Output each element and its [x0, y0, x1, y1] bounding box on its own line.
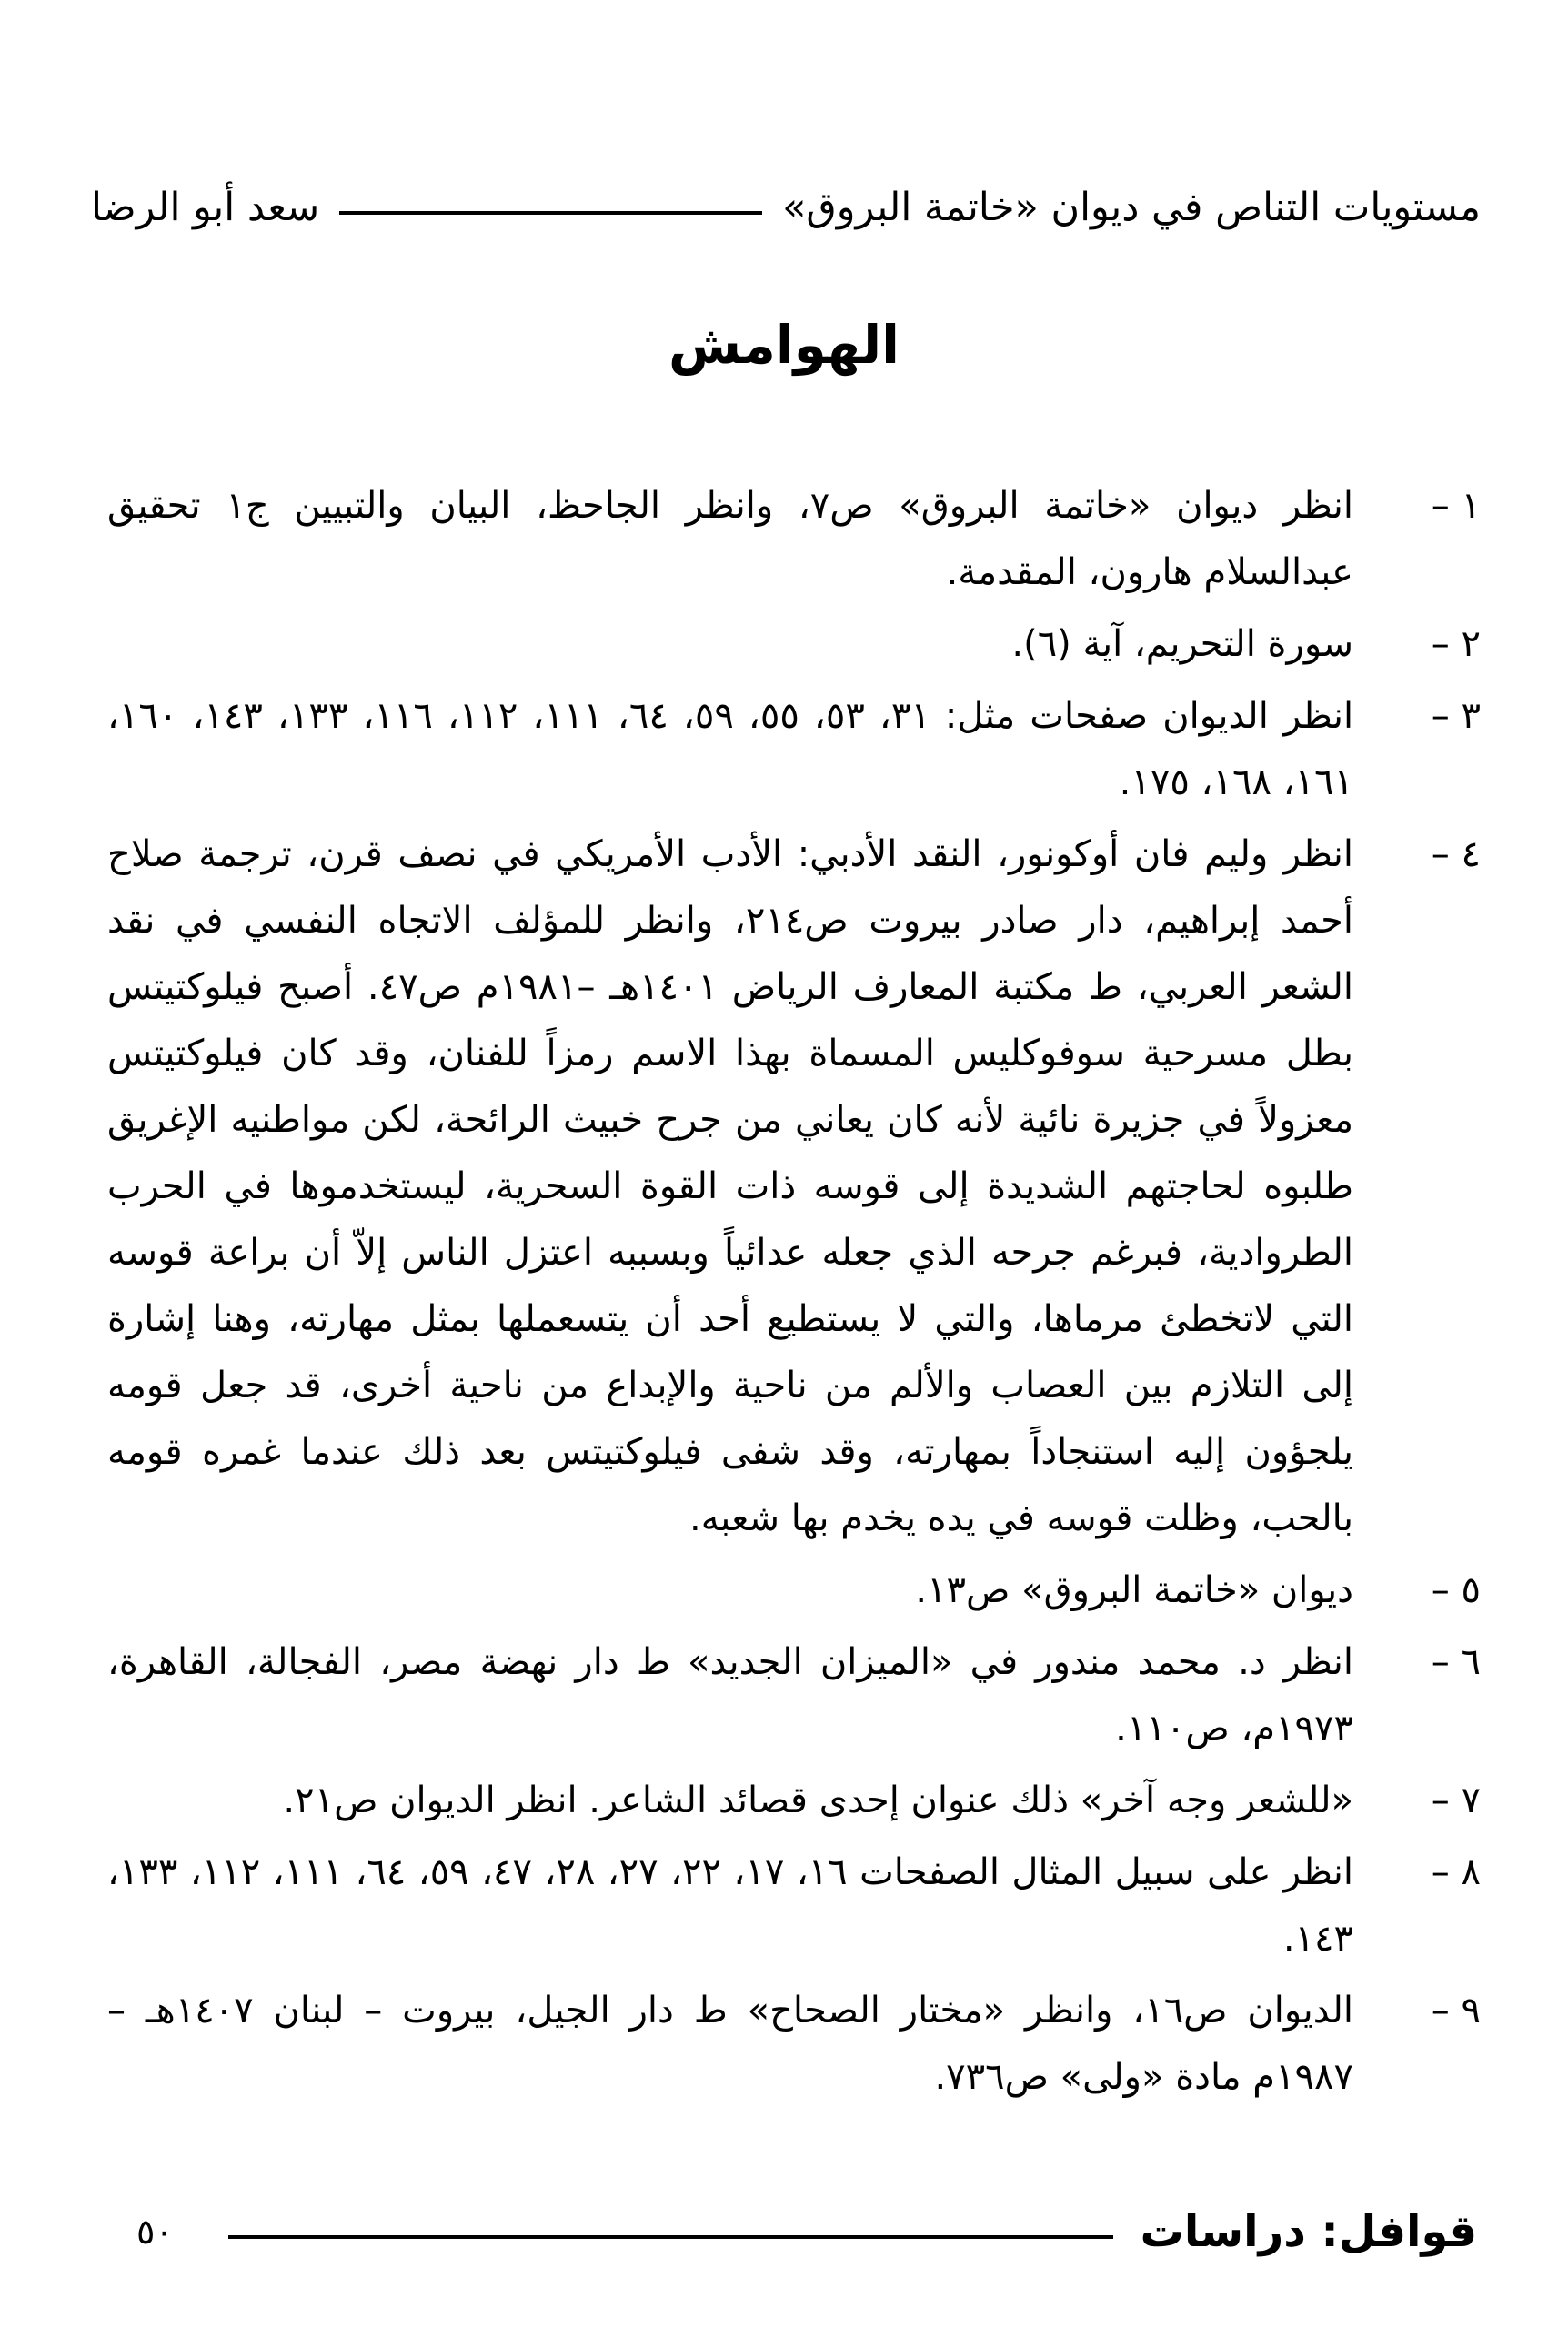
endnote-6 — [107, 1629, 1481, 1762]
endnote-number: ١ – — [1431, 485, 1481, 527]
endnote-text: انظر ديوان «خاتمة البروق» ص٧، وانظر الجاحظ، البيان والتبيين ج١ تحقيق عبدالسلام هارون، المقدمة. — [107, 485, 1353, 593]
endnote-number: ٣ – — [1431, 695, 1481, 737]
page-footer — [136, 2200, 1477, 2263]
page-number: ٥٠ — [136, 2212, 174, 2252]
endnotes-list — [107, 473, 1481, 2116]
endnote-number: ٢ – — [1431, 623, 1481, 665]
endnote-number: ٩ – — [1431, 1990, 1481, 2032]
endnote-text: الديوان ص١٦، وانظر «مختار الصحاح» ط دار الجيل، بيروت – لبنان ١٤٠٧هـ –١٩٨٧م مادة «ولى» ص٧٣٦. — [107, 1990, 1353, 2098]
endnote-5 — [107, 1558, 1481, 1624]
endnote-8 — [107, 1840, 1481, 1972]
endnote-text: انظر د. محمد مندور في «الميزان الجديد» ط دار نهضة مصر، الفجالة، القاهرة، ١٩٧٣م، ص١١٠. — [107, 1641, 1353, 1749]
running-header — [91, 171, 1481, 244]
endnote-text: انظر الديوان صفحات مثل: ٣١، ٥٣، ٥٥، ٥٩، ٦٤، ١١١، ١١٢، ١١٦، ١٣٣، ١٤٣، ١٦٠، ١٦١، ١٦٨، ١٧٥. — [107, 695, 1354, 803]
endnote-text: انظر وليم فان أوكونور، النقد الأدبي: الأدب الأمريكي في نصف قرن، ترجمة صلاح أحمد إبراهيم، دار صادر بيروت ص٢١٤، وانظر للمؤلف الاتجاه النفسي في نقد الشعر العربي، ط مكتبة المعارف الرياض ١٤٠١هـ –١٩٨١م ص٤٧. أصبح فيلوكتيتس بطل مسرحية سوفوكليس المسماة بهذا الاسم رمزاً للفنان، وقد كان فيلوكتيتس معزولاً في جزيرة نائية لأنه كان يعاني من جرح خبيث الرائحة، لكن مواطنيه الإغريق طلبوه لحاجتهم الشديدة إلى قوسه ذات القوة السحرية، ليستخدموها في الحرب الطروادية، فبرغم جرحه الذي جعله عدائياً وبسببه اعتزل الناس إلاّ أن براعة قوسه التي لاتخطئ مرماها، والتي لا يستطيع أحد أن يتسعملها بمثل مهارته، وهنا إشارة إلى التلازم بين العصاب والألم من ناحية والإبداع من ناحية أخرى، قد جعل قومه يلجؤون إليه استنجاداً بمهارته، وقد شفى فيلوكتيتس بعد ذلك عندما غمره قومه بالحب، وظلت قوسه في يده يخدم بها شعبه. — [107, 833, 1354, 1539]
endnote-number: ٤ – — [1431, 833, 1481, 875]
journal-name: قوافل: دراسات — [1140, 2206, 1477, 2257]
article-title: مستويات التناص في ديوان «خاتمة البروق» — [782, 184, 1481, 230]
endnote-text: انظر على سبيل المثال الصفحات ١٦، ١٧، ٢٢، ٢٧، ٢٨، ٤٧، ٥٩، ٦٤، ١١١، ١١٢، ١٣٣، ١٤٣. — [107, 1851, 1354, 1960]
endnote-text: «للشعر وجه آخر» ذلك عنوان إحدى قصائد الشاعر. انظر الديوان ص٢١. — [283, 1780, 1353, 1821]
endnote-9 — [107, 1978, 1481, 2111]
header-rule — [339, 211, 762, 215]
section-title: الهوامش — [668, 314, 900, 376]
endnote-7 — [107, 1768, 1481, 1834]
footer-rule — [228, 2235, 1113, 2239]
endnote-number: ٧ – — [1431, 1780, 1481, 1821]
endnote-4 — [107, 822, 1481, 1552]
endnote-2 — [107, 611, 1481, 678]
endnote-1 — [107, 473, 1481, 606]
endnote-text: ديوان «خاتمة البروق» ص١٣. — [915, 1569, 1353, 1611]
endnote-number: ٦ – — [1431, 1641, 1481, 1683]
endnote-3 — [107, 683, 1481, 816]
endnote-number: ٥ – — [1431, 1569, 1481, 1611]
endnote-number: ٨ – — [1431, 1851, 1481, 1893]
author-name: سعد أبو الرضا — [91, 184, 320, 230]
endnote-text: سورة التحريم، آية (٦). — [1011, 623, 1353, 665]
